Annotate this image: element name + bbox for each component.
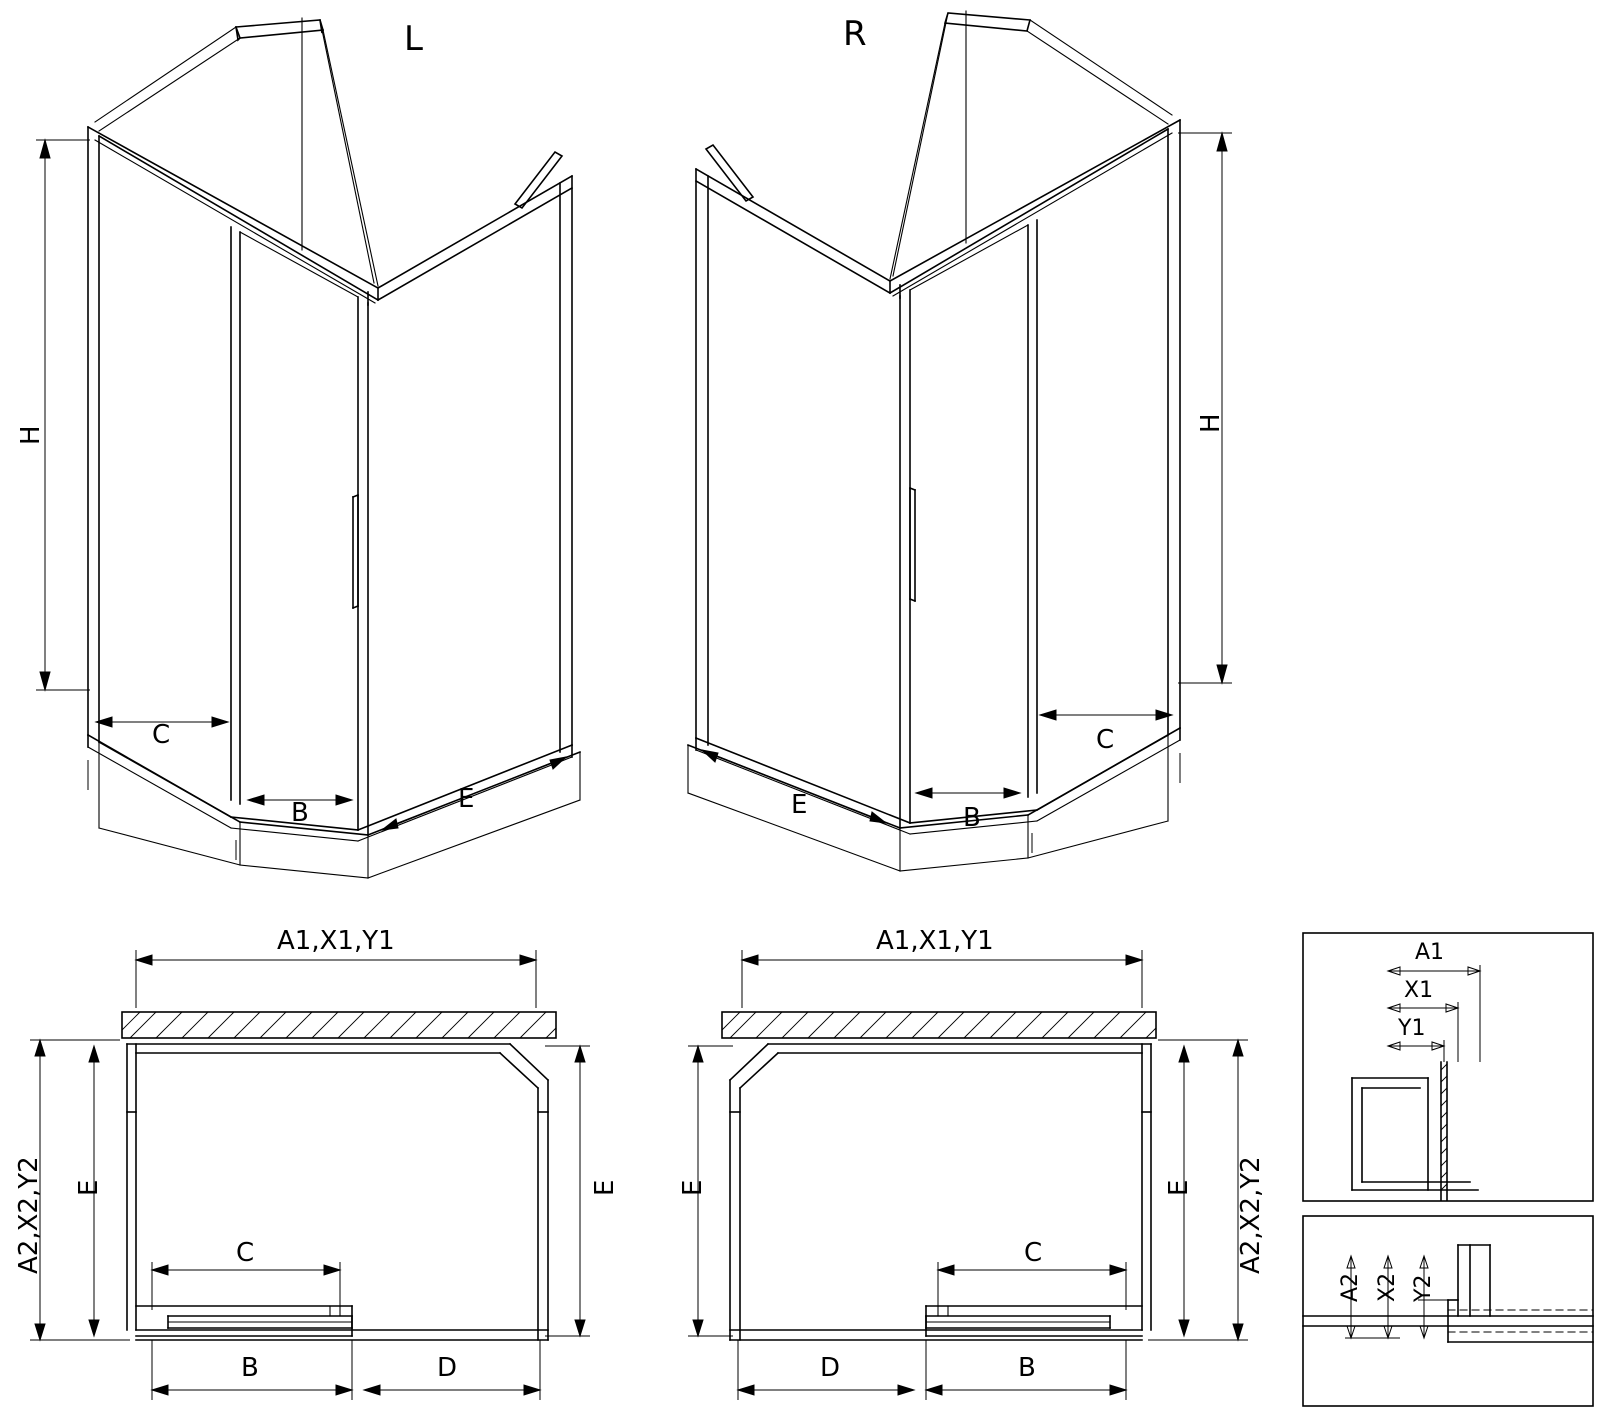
label-depth-c-right: C	[1096, 725, 1115, 755]
label-detail-top-a1: A1	[1415, 940, 1445, 965]
plan-right-dims	[688, 950, 1248, 1400]
label-detail-bottom-a2: A2	[1338, 1272, 1363, 1302]
label-plan-right-b: B	[1018, 1353, 1036, 1383]
label-plan-left-inner-e: E	[74, 1179, 104, 1196]
label-side-e-right: E	[791, 790, 808, 820]
label-detail-bottom-y2: Y2	[1411, 1274, 1436, 1302]
label-plan-right-inner-e: E	[1164, 1179, 1194, 1196]
label-plan-left-side-dim: A2,X2,Y2	[14, 1156, 44, 1274]
label-plan-left-right-e: E	[590, 1179, 620, 1196]
label-variant-right: R	[843, 14, 867, 54]
label-plan-right-d: D	[820, 1353, 841, 1383]
label-side-e-left: E	[458, 784, 475, 814]
label-plan-right-side-dim: A2,X2,Y2	[1236, 1156, 1266, 1274]
dim-H-right	[1178, 133, 1232, 683]
label-plan-right-top-dim: A1,X1,Y1	[876, 926, 994, 956]
plan-left-view	[122, 1012, 556, 1340]
label-plan-left-d: D	[437, 1353, 458, 1383]
label-detail-bottom-x2: X2	[1375, 1272, 1400, 1302]
label-depth-c-left: C	[152, 720, 171, 750]
label-height-left: H	[16, 425, 46, 445]
label-plan-right-left-e: E	[678, 1179, 708, 1196]
label-detail-top-y1: Y1	[1398, 1016, 1426, 1041]
label-variant-left: L	[404, 19, 423, 59]
dim-H-left	[36, 140, 90, 690]
label-height-right: H	[1196, 413, 1226, 433]
label-plan-left-top-dim: A1,X1,Y1	[277, 926, 395, 956]
label-plan-left-c: C	[236, 1238, 255, 1268]
label-plan-right-c: C	[1024, 1238, 1043, 1268]
label-detail-top-x1: X1	[1404, 978, 1434, 1003]
plan-right-view	[722, 1012, 1156, 1340]
label-door-b-left: B	[291, 798, 309, 828]
label-door-b-right: B	[963, 803, 981, 833]
plan-left-dims	[30, 950, 590, 1400]
detail-bottom-view	[1303, 1216, 1593, 1406]
detail-top-view	[1303, 933, 1593, 1201]
label-plan-left-b: B	[241, 1353, 259, 1383]
